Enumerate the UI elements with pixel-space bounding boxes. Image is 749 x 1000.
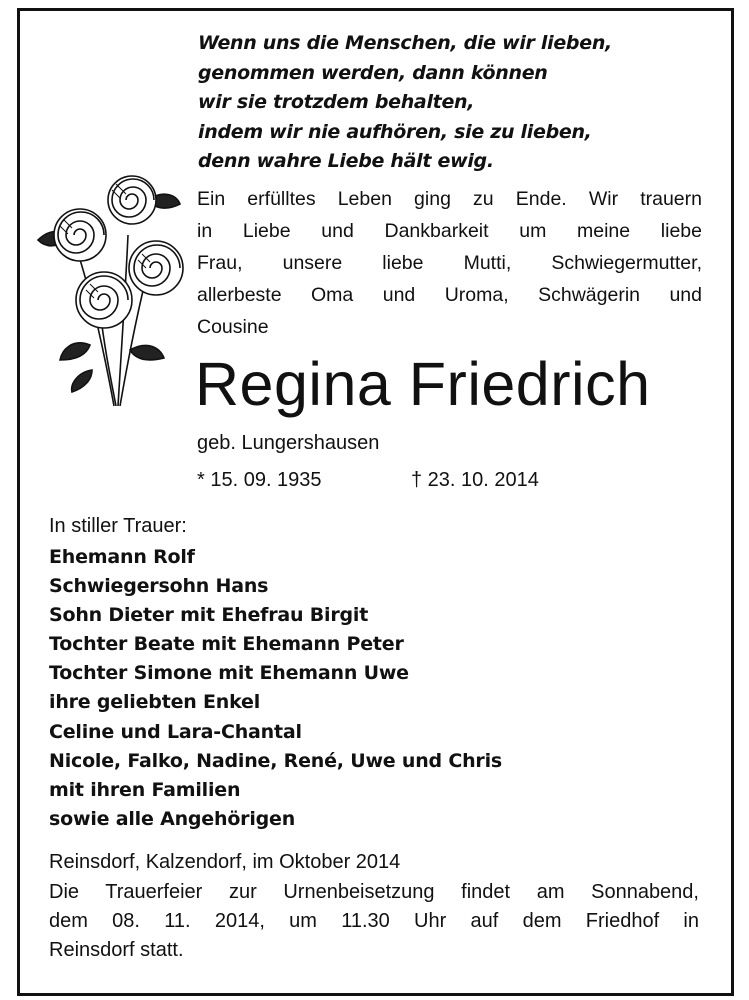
mourner-line: Schwiegersohn Hans bbox=[49, 575, 269, 598]
intro-line: Cousine bbox=[197, 316, 269, 338]
mourner-line: Nicole, Falko, Nadine, René, Uwe und Chris bbox=[49, 749, 503, 772]
death-date: † 23. 10. 2014 bbox=[411, 469, 539, 491]
intro-line: allerbeste Oma und Uroma, Schwägerin und bbox=[197, 284, 702, 306]
life-dates bbox=[197, 464, 617, 496]
birth-name: geb. Lungershausen bbox=[197, 432, 380, 454]
mourner-line: ihre geliebten Enkel bbox=[49, 691, 261, 714]
funeral-service-info bbox=[49, 878, 699, 965]
mourner-line: Ehemann Rolf bbox=[49, 546, 195, 568]
mourner-line: Sohn Dieter mit Ehefrau Birgit bbox=[49, 604, 369, 627]
service-line: Reinsdorf statt. bbox=[49, 939, 184, 961]
poem-line: genommen werden, dann können bbox=[198, 61, 548, 84]
deceased-name: Regina Friedrich bbox=[195, 350, 651, 418]
mourner-line: sowie alle Angehörigen bbox=[49, 807, 296, 830]
service-line: Die Trauerfeier zur Urnenbeisetzung findet am Sonnabend, bbox=[49, 881, 699, 903]
mourner-line: Tochter Beate mit Ehemann Peter bbox=[49, 633, 404, 656]
mourning-heading: In stiller Trauer: bbox=[49, 515, 187, 537]
mourner-line: Tochter Simone mit Ehemann Uwe bbox=[49, 662, 409, 685]
poem-line: Wenn uns die Menschen, die wir lieben, bbox=[198, 32, 612, 54]
mourner-line: mit ihren Familien bbox=[49, 778, 241, 801]
intro-line: Frau, unsere liebe Mutti, Schwiegermutter, bbox=[197, 252, 702, 274]
mourners-list bbox=[49, 543, 502, 834]
intro-line: Ein erfülltes Leben ging zu Ende. Wir trauern bbox=[197, 188, 702, 210]
memorial-poem bbox=[198, 29, 698, 177]
poem-line: wir sie trotzdem behalten, bbox=[198, 91, 475, 113]
service-line: dem 08. 11. 2014, um 11.30 Uhr auf dem Friedhof in bbox=[49, 910, 699, 932]
intro-line: in Liebe und Dankbarkeit um meine liebe bbox=[197, 220, 702, 242]
birth-date: * 15. 09. 1935 bbox=[197, 469, 322, 491]
poem-line: denn wahre Liebe hält ewig. bbox=[198, 150, 494, 172]
mourner-line: Celine und Lara-Chantal bbox=[49, 720, 302, 743]
place-and-date: Reinsdorf, Kalzendorf, im Oktober 2014 bbox=[49, 851, 401, 873]
roses-bouquet-icon bbox=[30, 160, 190, 410]
intro-text bbox=[197, 183, 702, 343]
poem-line: indem wir nie aufhören, sie zu lieben, bbox=[198, 120, 592, 143]
